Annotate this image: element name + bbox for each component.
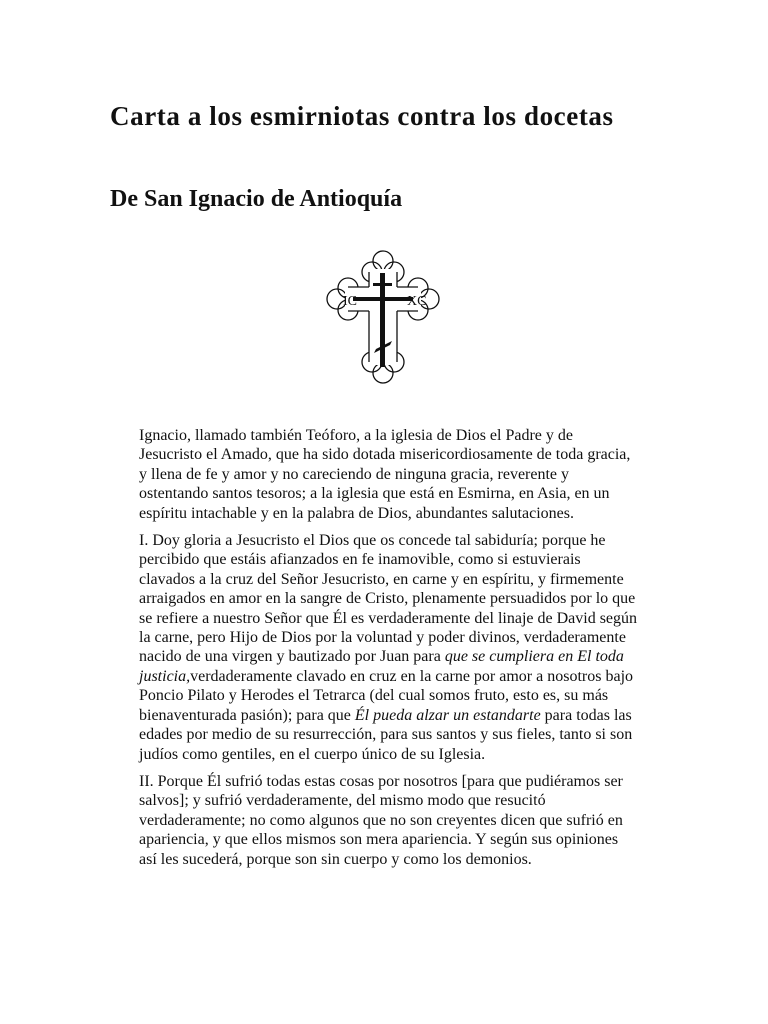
paragraph-text: I. Doy gloria a Jesucristo el Dios que os concede tal sabiduría; porque he percibido que estáis afianzados en fe inamovible, como si estuvierais clavados a la cruz del Señor Jesucristo, en carne y en espíritu, y firmemente arraigados en amor en la sangre de Cristo, plenamente persuadidos por lo que se refiere a nuestro Señor que Él es verdaderamente del linaje de David según la carne, pero Hijo de Dios por la voluntad y poder divinos, verdaderamente nacido de una virgen y bautizado por Juan para — [139, 532, 638, 666]
paragraph-text: verdaderamente clavado en cruz en la carne por amor a nosotros bajo Poncio Pilato y Herodes el Tetrarca (del cual somos fruto, esto es, su más bienaventurada pasión); para que — [139, 667, 634, 724]
paragraph-chapter-2: II. Porque Él sufrió todas estas cosas por nosotros [para que pudiéramos ser salvos]; y sufrió verdaderamente, del mismo modo que resucitó verdaderamente; no como algunos que no son creyentes dicen que sufrió en apariencia, y que ellos mismos son mera apariencia. Y según sus opiniones así les sucederá, porque son sin cuerpo y como los demonios. — [139, 772, 623, 868]
cross-label-left: IC — [343, 294, 357, 309]
cross-label-right: XC — [407, 294, 427, 309]
paragraph-text: para todas las edades por medio de su resurrección, para sus santos y sus fieles, tanto si son judíos como gentiles, en el cuerpo único de su Iglesia. — [139, 706, 633, 763]
paragraph-chapter-1 — [139, 531, 639, 764]
document-body — [139, 426, 639, 877]
document-title: Carta a los esmirniotas contra los docetas — [110, 101, 614, 131]
orthodox-cross-icon — [323, 245, 443, 390]
paragraph-italic-quote: Él pueda alzar un estandarte — [354, 706, 541, 724]
paragraph-salutation: Ignacio, llamado también Teóforo, a la iglesia de Dios el Padre y de Jesucristo el Amado, que ha sido dotada misericordiosamente de toda gracia, y llena de fe y amor y no careciendo de ninguna gracia, reverente y ostentando santos tesoros; a la iglesia que está en Esmirna, en Asia, en un espíritu intachable y en la palabra de Dios, abundantes salutaciones. — [139, 427, 631, 522]
document-subtitle: De San Ignacio de Antioquía — [110, 186, 403, 212]
paragraph-italic-quote: que se cumpliera en El toda justicia, — [139, 648, 624, 685]
